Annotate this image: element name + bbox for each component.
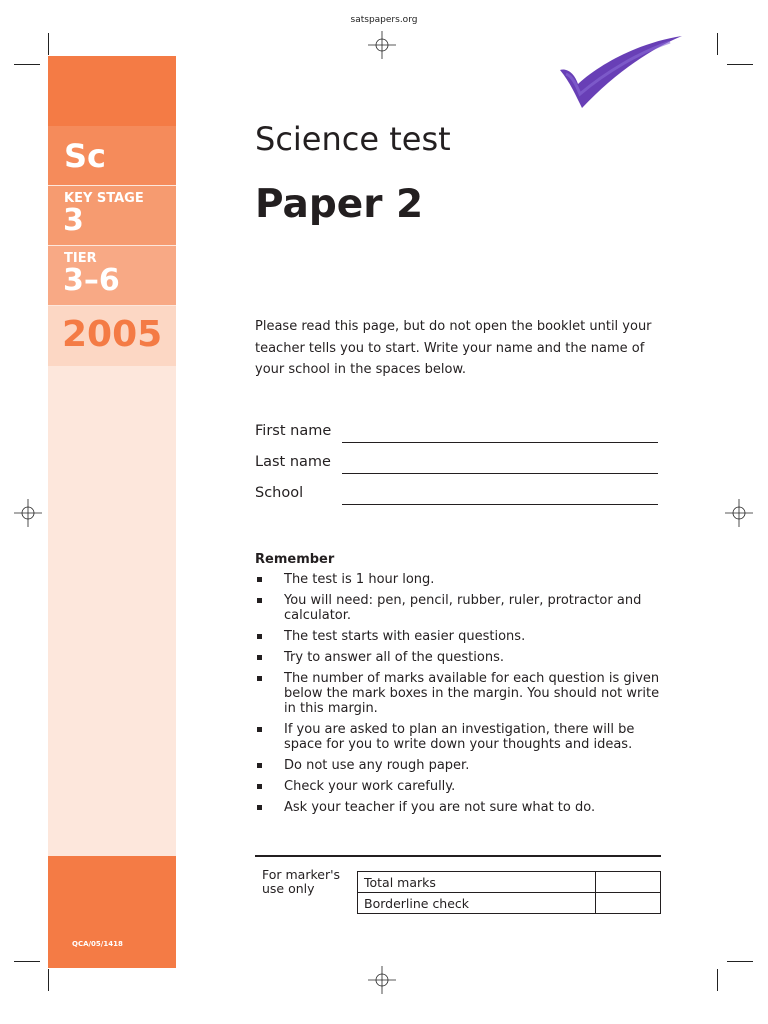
total-marks-box[interactable] [596,872,661,893]
bullet-icon [257,577,262,582]
list-item [255,758,675,773]
bullet-icon [257,763,262,768]
sidebar-bottom-band [48,856,176,968]
list-item [255,722,675,752]
borderline-check-box[interactable] [596,893,661,914]
bullet-icon [257,805,262,810]
bullet-icon [257,598,262,603]
registration-mark-icon [368,31,396,59]
crop-mark [727,64,753,65]
list-item-text: Do not use any rough paper. [284,758,470,773]
year: 2005 [62,314,163,355]
school-field[interactable] [255,485,660,505]
list-item-text: You will need: pen, pencil, rubber, ruler, protractor and calculator. [284,593,642,623]
sidebar-top-band [48,56,176,126]
check-mark-icon [552,32,687,117]
last-name-line[interactable] [342,473,658,474]
crop-mark [48,969,49,991]
registration-mark-icon [725,499,753,527]
list-item-text: The number of marks available for each question is given below the mark boxes in the margin. You should not write in this margin. [284,671,660,716]
tier-value: 3–6 [63,263,120,298]
list-item [255,593,675,623]
marker-table [357,871,661,914]
source-url: satspapers.org [350,15,418,25]
bullet-icon [257,727,262,732]
paper-title: Paper 2 [255,182,424,227]
bullet-icon [257,784,262,789]
crop-mark [727,961,753,962]
marker-label: For marker's use only [262,867,341,896]
first-name-label: First name [255,423,332,439]
crop-mark [14,961,40,962]
list-item-text: The test is 1 hour long. [284,572,435,587]
list-item-text: The test starts with easier questions. [284,629,526,644]
last-name-field[interactable] [255,454,660,474]
first-name-line[interactable] [342,442,658,443]
list-item-text: Check your work carefully. [284,779,456,794]
school-label: School [255,485,304,501]
registration-mark-icon [14,499,42,527]
list-item-text: Ask your teacher if you are not sure what to do. [284,800,596,815]
divider [255,855,661,857]
first-name-field[interactable] [255,423,660,443]
bullet-icon [257,655,262,660]
borderline-check-label: Borderline check [358,893,596,914]
list-item [255,629,675,644]
sidebar-year-block [48,306,176,366]
school-line[interactable] [342,504,658,505]
paper-code: QCA/05/1418 [72,940,123,948]
instructions-paragraph: Please read this page, but do not open the booklet until your teacher tells you to start. Write your name and the name of your school in the spaces below. [255,319,652,377]
key-stage-value: 3 [63,203,84,238]
crop-mark [14,64,40,65]
sidebar-key-stage-block [48,186,176,245]
key-stage-label: KEY STAGE [64,191,144,206]
page-title: Science test [255,120,451,158]
subject-sidebar [48,56,176,968]
tier-label: TIER [64,251,97,266]
registration-mark-icon [368,966,396,994]
list-item [255,572,675,587]
list-item [255,671,675,716]
crop-mark [48,33,49,55]
list-item [255,800,675,815]
list-item [255,650,675,665]
sidebar-subject-block [48,126,176,185]
list-item-text: If you are asked to plan an investigation, there will be space for you to write down your thoughts and ideas. [284,722,635,752]
crop-mark [717,969,718,991]
remember-list [255,572,675,821]
sidebar-tier-block [48,246,176,305]
crop-mark [717,33,718,55]
remember-heading: Remember [255,552,335,567]
total-marks-label: Total marks [358,872,596,893]
subject-code: Sc [64,137,107,175]
bullet-icon [257,634,262,639]
bullet-icon [257,676,262,681]
table-row [358,872,661,893]
last-name-label: Last name [255,454,331,470]
list-item-text: Try to answer all of the questions. [284,650,504,665]
list-item [255,779,675,794]
table-row [358,893,661,914]
